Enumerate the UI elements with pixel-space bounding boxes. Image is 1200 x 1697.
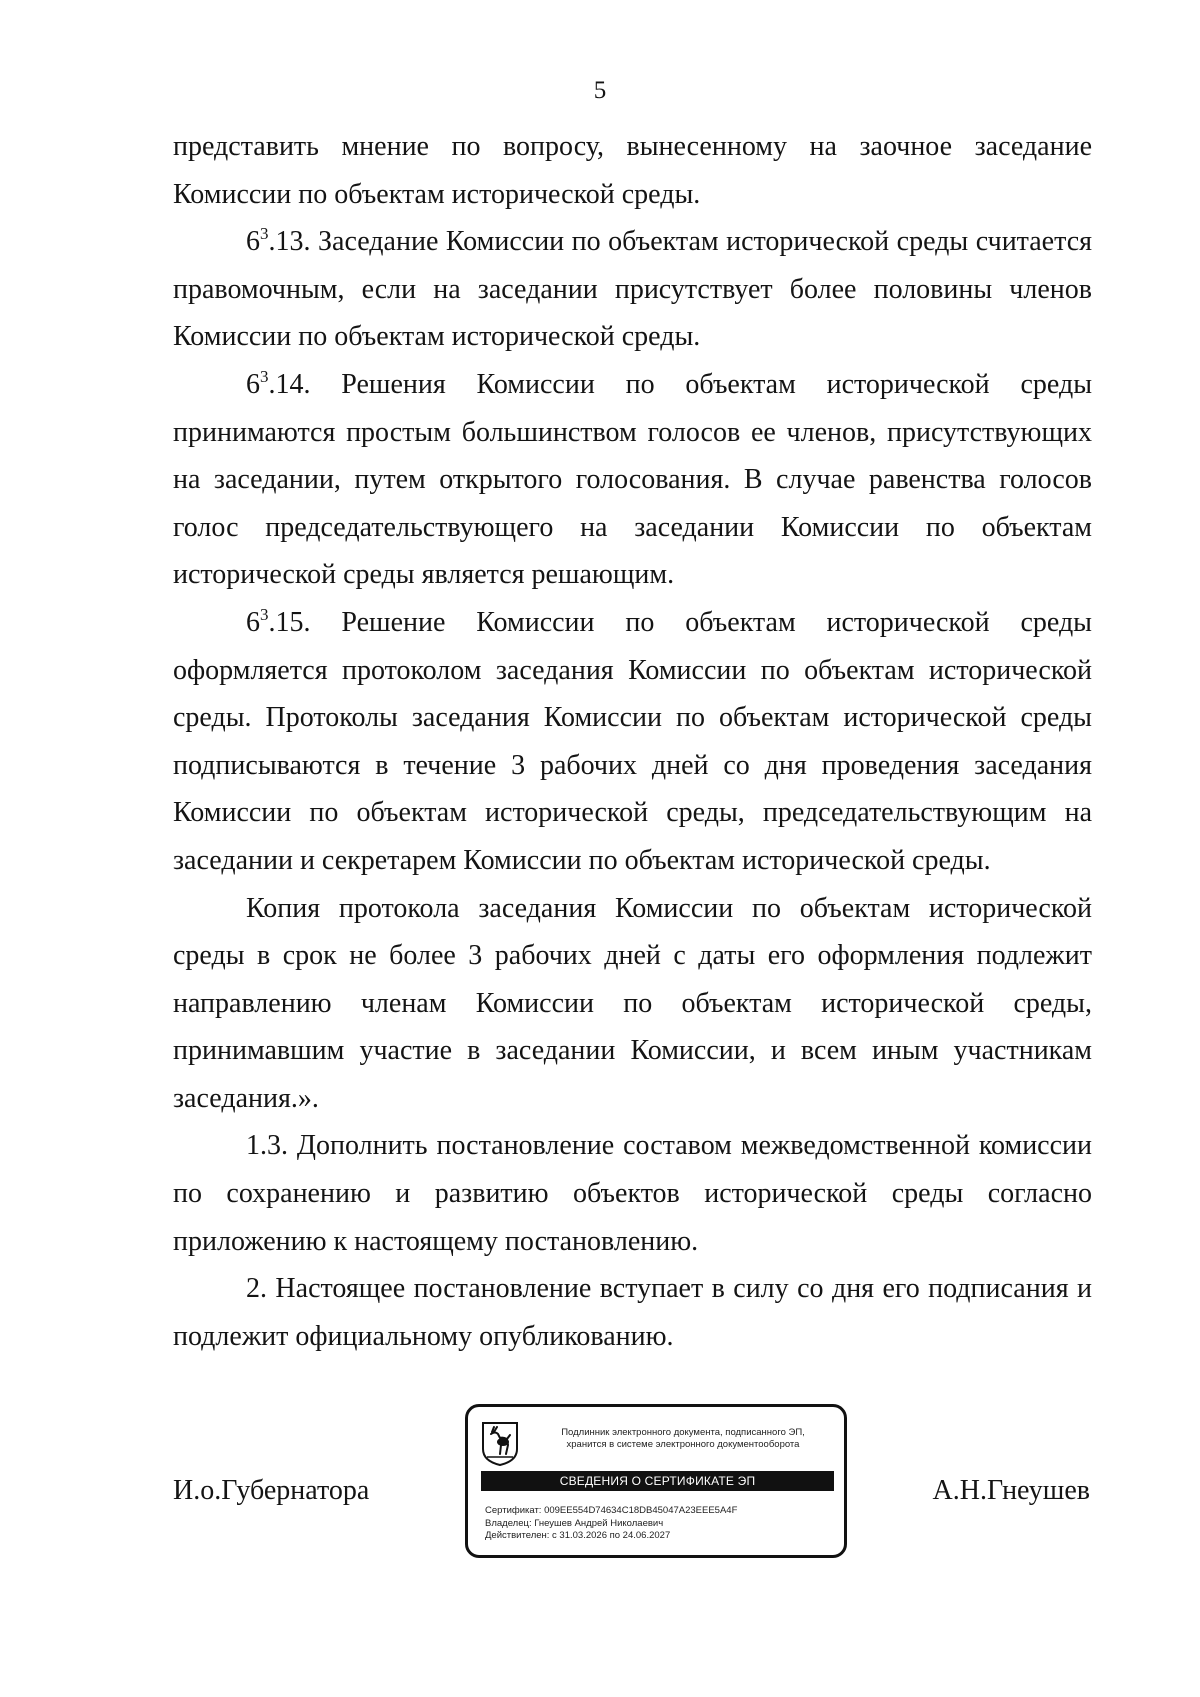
clause-number-rest: .15. [268,606,311,638]
clause-number-rest: .14. [268,368,311,400]
paragraph-text: 1.3. Дополнить постановление составом межведомственной комиссии по сохранению и развитию объектов исторической среды согласно приложению к настоящему постановлению. [173,1130,1092,1257]
page-number: 5 [593,77,607,104]
clause-number [246,223,311,258]
clause-number [246,604,311,638]
certificate-owner: Владелец: Гнеушев Андрей Николаевич [485,1517,664,1529]
paragraph-clause-6-3-14 [173,361,1092,599]
stamp-header-line: Подлинник электронного документа, подписанного ЭП, [561,1427,805,1438]
paragraph-continuation [173,123,1092,218]
paragraph-text: Копия протокола заседания Комиссии по объектам исторической среды в срок не более 3 рабочих дней с даты его оформления подлежит направлению членам Комиссии по объектам исторической среды, принимавшим участие в заседании Комиссии, и всем иным участникам заседания.». [173,892,1092,1114]
paragraph-text: представить мнение по вопросу, вынесенному на заочное заседание Комиссии по объектам исторической среды. [173,131,1092,210]
paragraph-text: 2. Настоящее постановление вступает в силу со дня его подписания и подлежит официальному опубликованию. [173,1273,1092,1352]
clause-number [246,366,311,400]
clause-number-rest: .13. [268,226,311,258]
paragraph-text: Решение Комиссии по объектам исторической среды оформляется протоколом заседания Комиссии по объектам исторической среды. Протоколы заседания Комиссии по объектам исторической среды подписываются в течение 3 рабочих дней со дня проведения заседания Комиссии по объектам исторической среды, председательствующим на заседании и секретарем Комиссии по объектам исторической среды. [173,606,1092,876]
clause-number-base: 6 [246,368,260,400]
stamp-certificate-info [485,1505,840,1543]
clause-number-superscript: 3 [260,366,269,386]
clause-number-superscript: 3 [260,223,269,243]
stamp-header-line: хранится в системе электронного документооборота [566,1439,800,1450]
clause-number-base: 6 [246,226,260,258]
certificate-number: Сертификат: 009EE554D74634C18DB45047A23EEE5A4F [485,1505,738,1516]
paragraph-text: Заседание Комиссии по объектам исторической среды считается правомочным, если на заседании присутствует более половины членов Комиссии по объектам исторической среды. [173,226,1092,353]
clause-number-superscript: 3 [260,604,269,624]
paragraph-protocol-copy [173,885,1092,1123]
stamp-title-bar: СВЕДЕНИЯ О СЕРТИФИКАТЕ ЭП [481,1471,834,1491]
coat-of-arms-icon [481,1421,519,1467]
clause-number-base: 6 [246,606,260,638]
paragraph-item-1-3 [173,1122,1092,1265]
paragraph-item-2 [173,1265,1092,1360]
certificate-validity: Действителен: с 31.03.2026 по 24.06.2027 [485,1530,671,1541]
stamp-header [526,1427,840,1451]
document-body [173,123,1092,1360]
electronic-signature-stamp [465,1404,847,1558]
paragraph-text: Решения Комиссии по объектам исторической среды принимаются простым большинством голосов ее членов, присутствующих на заседании, путем открытого голосования. В случае равенства голосов голос председательствующего на заседании Комиссии по объектам исторической среды является решающим. [173,368,1093,591]
signatory-position: И.о.Губернатора [173,1475,370,1506]
signatory-name: А.Н.Гнеушев [932,1475,1090,1506]
paragraph-clause-6-3-15 [173,599,1092,885]
paragraph-clause-6-3-13 [173,218,1092,361]
